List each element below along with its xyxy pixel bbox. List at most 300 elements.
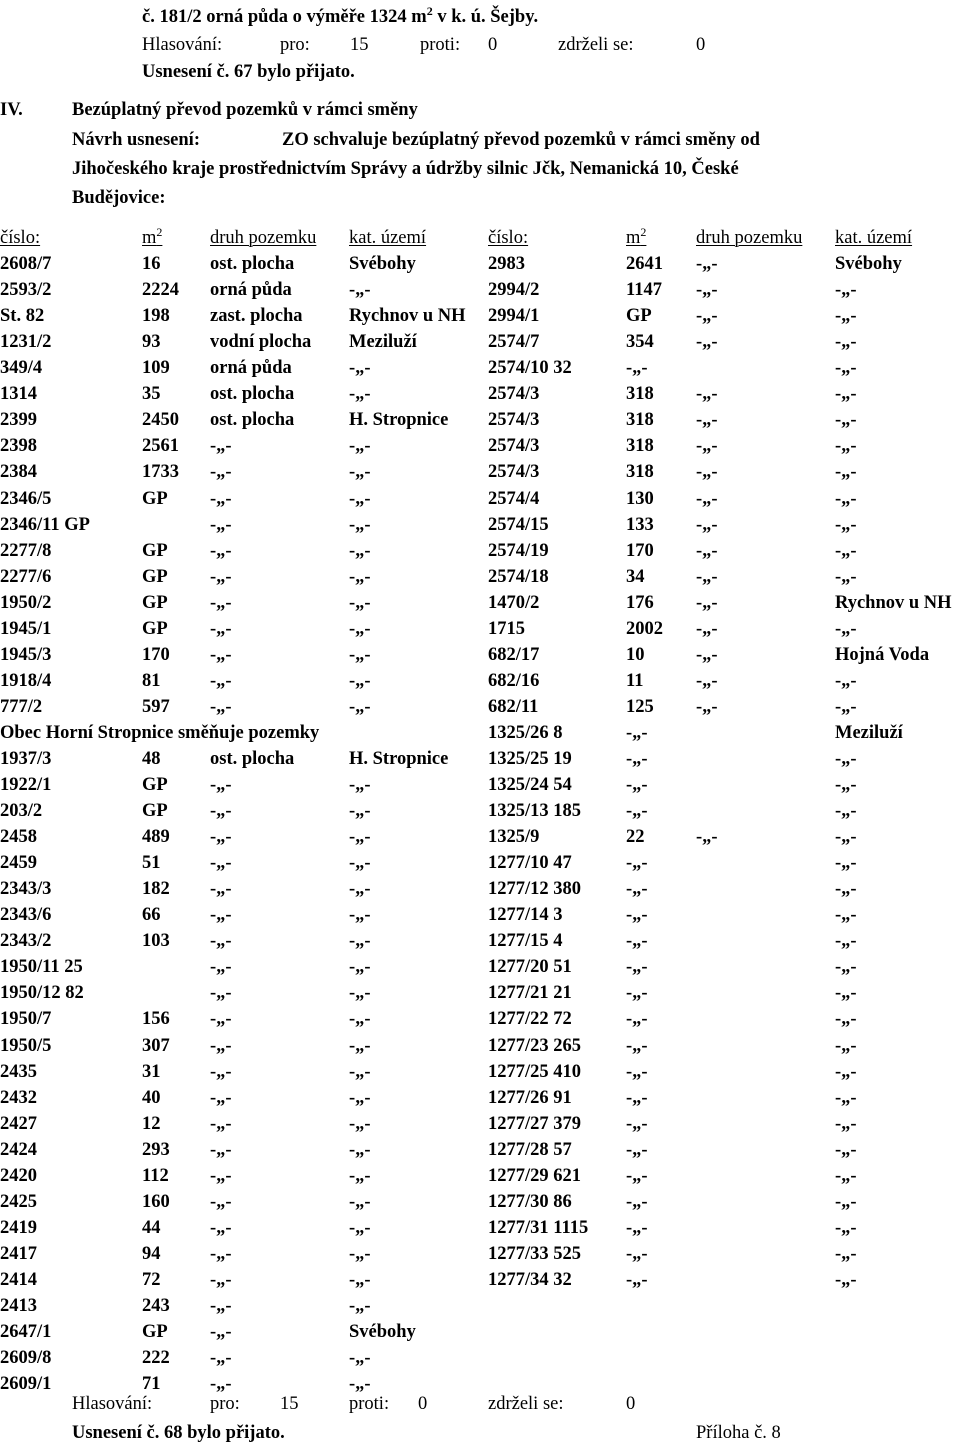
cell-cislo-2: 1325/9: [488, 827, 540, 848]
cell-druh-2: -„-: [696, 618, 718, 639]
cell-cislo: 1950/5: [0, 1035, 52, 1056]
cell-kat-2: -„-: [835, 983, 857, 1004]
cell-kat-2: -„-: [835, 879, 857, 900]
cell-cislo-2: 2574/7: [488, 332, 540, 353]
cell-kat-2: -„-: [835, 488, 857, 509]
cell-m2-2: -„-: [626, 1165, 648, 1186]
cell-m2-2: 11: [626, 670, 644, 691]
cell-cislo-2: 2983: [488, 254, 525, 274]
cell-druh: -„-: [210, 592, 232, 613]
cell-druh-2: -„-: [696, 306, 718, 327]
vote-result-2: [72, 1393, 872, 1415]
table-row: [0, 1137, 960, 1163]
cell-kat-2: -„-: [835, 1165, 857, 1186]
cell-cislo: 2647/1: [0, 1322, 52, 1342]
parcel-note-text: č. 181/2 orná půda o výměře 1324 m: [142, 7, 427, 27]
cell-m2-2: -„-: [626, 983, 648, 1004]
cell-m2-2: 170: [626, 540, 654, 561]
cell-m2: 597: [142, 696, 170, 717]
cell-m2-2: 133: [626, 514, 654, 535]
cell-m2-2: -„-: [626, 1009, 648, 1030]
cell-m2: GP: [142, 801, 168, 821]
cell-cislo-2: 2574/10 32: [488, 358, 572, 379]
cell-cislo: 1922/1: [0, 775, 52, 795]
cell-kat-2: -„-: [835, 748, 857, 769]
cell-kat: -„-: [349, 1243, 371, 1264]
cell-cislo-2: 1715: [488, 618, 525, 639]
vote-zdrzeli-value: 0: [696, 35, 706, 55]
cell-druh-2: -„-: [696, 254, 718, 274]
cell-kat-2: -„-: [835, 1009, 857, 1030]
header-kat-2: kat. území: [835, 228, 913, 248]
header-m2-text: m: [142, 228, 157, 248]
cell-cislo-2: 2994/1: [488, 306, 540, 327]
cell-cislo: 1314: [0, 384, 37, 405]
superscript: 2: [426, 4, 433, 18]
table-row: [0, 1006, 960, 1032]
cell-kat: -„-: [349, 280, 371, 301]
cell-m2: 156: [142, 1009, 170, 1030]
table-row: [0, 1189, 960, 1215]
table-row: [0, 1059, 960, 1085]
cell-cislo: 2399: [0, 410, 37, 431]
cell-kat: -„-: [349, 644, 371, 665]
cell-m2-2: 318: [626, 384, 654, 405]
vote-pro-label: pro:: [280, 35, 310, 55]
cell-cislo: 1950/12 82: [0, 983, 84, 1004]
cell-kat: -„-: [349, 1061, 371, 1082]
cell-cislo: 2609/8: [0, 1348, 52, 1369]
cell-cislo-2: 1470/2: [488, 592, 540, 613]
cell-kat: Rychnov u NH: [349, 306, 466, 327]
cell-kat-2: -„-: [835, 332, 857, 353]
vote-pro-value: 15: [280, 1394, 299, 1414]
table-row: [0, 642, 960, 668]
cell-kat-2: -„-: [835, 801, 857, 821]
cell-kat-2: -„-: [835, 853, 857, 874]
table-row: [0, 512, 960, 538]
cell-m2-2: -„-: [626, 1139, 648, 1160]
cell-cislo-2: 1277/12 380: [488, 879, 582, 900]
header-cislo: číslo:: [0, 228, 41, 248]
cell-druh: -„-: [210, 905, 232, 926]
table-row: [0, 564, 960, 590]
cell-m2: 81: [142, 670, 161, 691]
cell-m2: 307: [142, 1035, 170, 1056]
cell-druh-2: -„-: [696, 540, 718, 561]
cell-cislo: 2424: [0, 1139, 37, 1160]
cell-cislo: 2343/2: [0, 931, 52, 952]
cell-cislo: 2398: [0, 436, 37, 457]
cell-druh: orná půda: [210, 280, 292, 301]
cell-druh: -„-: [210, 1165, 232, 1186]
cell-cislo-2: 1277/26 91: [488, 1087, 572, 1108]
cell-cislo-2: 1325/25 19: [488, 748, 572, 769]
cell-cislo: 2346/5: [0, 488, 52, 509]
cell-cislo-2: 1325/26 8: [488, 722, 563, 743]
cell-m2-2: -„-: [626, 905, 648, 926]
table-row: [0, 407, 960, 433]
cell-druh: zast. plocha: [210, 306, 303, 327]
vote-zdrzeli-label: zdrželi se:: [488, 1394, 564, 1414]
cell-m2: GP: [142, 775, 168, 795]
cell-druh: -„-: [210, 853, 232, 874]
table-row: [0, 1345, 960, 1371]
cell-cislo: 2609/1: [0, 1374, 52, 1395]
cell-druh: -„-: [210, 1374, 232, 1395]
cell-kat: -„-: [349, 801, 371, 821]
cell-m2-2: -„-: [626, 957, 648, 978]
cell-druh-2: -„-: [696, 696, 718, 717]
cell-kat: -„-: [349, 905, 371, 926]
cell-kat-2: -„-: [835, 1113, 857, 1134]
cell-druh: -„-: [210, 644, 232, 665]
cell-m2-2: -„-: [626, 1035, 648, 1056]
cell-m2: 12: [142, 1113, 161, 1134]
table-row: [0, 1241, 960, 1267]
table-row: [0, 590, 960, 616]
exchange-label: Obec Horní Stropnice směňuje pozemky: [0, 722, 320, 743]
cell-m2: 2561: [142, 436, 179, 457]
cell-druh-2: -„-: [696, 644, 718, 665]
table-row: [0, 902, 960, 928]
cell-druh: -„-: [210, 1087, 232, 1108]
cell-m2: 1733: [142, 462, 179, 483]
cell-kat-2: -„-: [835, 1061, 857, 1082]
cell-cislo-2: 2574/3: [488, 462, 540, 483]
cell-druh: -„-: [210, 488, 232, 509]
cell-m2: 109: [142, 358, 170, 379]
table-row: [0, 538, 960, 564]
resolution-1: Usnesení č. 67 bylo přijato.: [142, 62, 355, 82]
cell-m2: GP: [142, 488, 168, 509]
table-row: [0, 616, 960, 642]
cell-druh: -„-: [210, 827, 232, 848]
cell-kat: -„-: [349, 592, 371, 613]
cell-m2: 93: [142, 332, 161, 353]
cell-kat: Svébohy: [349, 1322, 416, 1342]
cell-kat-2: -„-: [835, 566, 857, 587]
cell-m2-2: 318: [626, 436, 654, 457]
cell-druh: -„-: [210, 1348, 232, 1369]
cell-cislo: St. 82: [0, 306, 45, 327]
table-row: [0, 1215, 960, 1241]
cell-kat-2: -„-: [835, 905, 857, 926]
cell-kat-2: Meziluží: [835, 722, 903, 743]
cell-m2: 293: [142, 1139, 170, 1160]
cell-m2: 16: [142, 254, 161, 274]
cell-druh-2: -„-: [696, 566, 718, 587]
cell-kat: -„-: [349, 670, 371, 691]
cell-kat-2: -„-: [835, 1217, 857, 1238]
cell-cislo-2: 2574/15: [488, 514, 549, 535]
table-row: [0, 746, 960, 772]
table-row: [0, 251, 960, 277]
cell-druh: -„-: [210, 957, 232, 978]
cell-cislo: 2427: [0, 1113, 37, 1134]
table-row: [0, 694, 960, 720]
table-row: [0, 1293, 960, 1319]
cell-kat-2: -„-: [835, 1191, 857, 1212]
cell-cislo-2: 2994/2: [488, 280, 540, 301]
cell-kat-2: Hojná Voda: [835, 644, 930, 665]
cell-druh-2: -„-: [696, 488, 718, 509]
cell-cislo: 2413: [0, 1296, 37, 1316]
cell-druh: ost. plocha: [210, 384, 295, 405]
cell-m2: 2450: [142, 410, 179, 431]
cell-cislo-2: 1277/15 4: [488, 931, 563, 952]
cell-druh: -„-: [210, 1113, 232, 1134]
attachment-note: Příloha č. 8: [696, 1423, 781, 1443]
cell-cislo-2: 1277/22 72: [488, 1009, 572, 1030]
cell-druh-2: -„-: [696, 384, 718, 405]
cell-cislo: 203/2: [0, 801, 43, 821]
cell-druh-2: -„-: [696, 410, 718, 431]
cell-cislo-2: 1277/29 621: [488, 1165, 582, 1186]
cell-kat: H. Stropnice: [349, 748, 449, 769]
cell-m2-2: -„-: [626, 1113, 648, 1134]
proposal-line-2: Jihočeského kraje prostřednictvím Správy a údržby silnic Jčk, Nemanická 10, České: [72, 159, 739, 179]
cell-druh: -„-: [210, 566, 232, 587]
cell-m2: 31: [142, 1061, 161, 1082]
cell-cislo-2: 2574/4: [488, 488, 540, 509]
cell-druh: -„-: [210, 1035, 232, 1056]
cell-cislo: 2417: [0, 1243, 37, 1264]
cell-kat-2: -„-: [835, 696, 857, 717]
cell-kat-2: -„-: [835, 1269, 857, 1290]
cell-cislo-2: 1277/30 86: [488, 1191, 572, 1212]
cell-m2: 160: [142, 1191, 170, 1212]
table-row: [0, 303, 960, 329]
cell-cislo-2: 1277/14 3: [488, 905, 563, 926]
cell-cislo: 2346/11 GP: [0, 514, 90, 535]
cell-kat: -„-: [349, 1296, 371, 1316]
cell-druh: ost. plocha: [210, 254, 295, 274]
table-header: [0, 225, 960, 251]
table-row: [0, 850, 960, 876]
cell-druh-2: -„-: [696, 332, 718, 353]
cell-kat-2: -„-: [835, 827, 857, 848]
cell-m2-2: -„-: [626, 1269, 648, 1290]
cell-m2: 182: [142, 879, 170, 900]
cell-kat: -„-: [349, 1035, 371, 1056]
cell-m2: GP: [142, 1322, 168, 1342]
vote-result-1: [142, 34, 942, 56]
cell-m2-2: 2641: [626, 254, 663, 274]
vote-label: Hlasování:: [72, 1394, 153, 1414]
cell-druh: -„-: [210, 879, 232, 900]
cell-m2-2: 130: [626, 488, 654, 509]
resolution-2: Usnesení č. 68 bylo přijato.: [72, 1423, 285, 1443]
cell-m2-2: -„-: [626, 722, 648, 743]
cell-cislo: 2593/2: [0, 280, 52, 301]
vote-pro-label: pro:: [210, 1394, 240, 1414]
cell-m2-2: -„-: [626, 1243, 648, 1264]
cell-cislo: 2343/3: [0, 879, 52, 900]
cell-druh-2: -„-: [696, 280, 718, 301]
cell-druh-2: -„-: [696, 592, 718, 613]
cell-cislo-2: 1277/23 265: [488, 1035, 582, 1056]
cell-cislo: 1945/1: [0, 618, 52, 639]
cell-druh: -„-: [210, 696, 232, 717]
cell-m2-2: -„-: [626, 853, 648, 874]
cell-kat: -„-: [349, 931, 371, 952]
vote-proti-label: proti:: [420, 35, 461, 55]
cell-m2: 103: [142, 931, 170, 952]
table-row: [0, 720, 960, 746]
cell-m2: 51: [142, 853, 161, 874]
cell-kat: -„-: [349, 540, 371, 561]
cell-druh: -„-: [210, 514, 232, 535]
cell-m2-2: -„-: [626, 748, 648, 769]
cell-cislo-2: 1277/20 51: [488, 957, 572, 978]
cell-druh: -„-: [210, 1243, 232, 1264]
cell-kat: -„-: [349, 983, 371, 1004]
cell-druh: -„-: [210, 436, 232, 457]
cell-m2-2: 318: [626, 462, 654, 483]
cell-m2: GP: [142, 566, 168, 587]
cell-kat: H. Stropnice: [349, 410, 449, 431]
cell-cislo: 2277/8: [0, 540, 52, 561]
cell-cislo-2: 1277/33 525: [488, 1243, 582, 1264]
cell-kat: -„-: [349, 1269, 371, 1290]
cell-cislo: 2458: [0, 827, 37, 848]
cell-m2-2: 2002: [626, 618, 663, 639]
superscript: 2: [156, 225, 163, 239]
cell-m2-2: -„-: [626, 1191, 648, 1212]
cell-m2-2: -„-: [626, 775, 648, 795]
cell-kat-2: -„-: [835, 280, 857, 301]
parcel-note-tail: v k. ú. Šejby.: [432, 7, 539, 27]
cell-m2-2: 22: [626, 827, 645, 848]
header-cislo-2: číslo:: [488, 228, 529, 248]
vote-zdrzeli-label: zdrželi se:: [558, 35, 634, 55]
cell-druh: -„-: [210, 1191, 232, 1212]
cell-cislo: 1950/11 25: [0, 957, 83, 978]
cell-m2: 48: [142, 748, 161, 769]
cell-m2: 44: [142, 1217, 161, 1238]
cell-kat-2: Rychnov u NH: [835, 592, 952, 613]
cell-kat-2: -„-: [835, 775, 857, 795]
cell-druh: -„-: [210, 1061, 232, 1082]
cell-m2-2: 1147: [626, 280, 662, 301]
header-m2: [142, 225, 162, 251]
proposal-label: Návrh usnesení:: [72, 130, 200, 150]
cell-cislo: 2435: [0, 1061, 37, 1082]
cell-cislo: 1950/7: [0, 1009, 52, 1030]
cell-kat-2: -„-: [835, 514, 857, 535]
cell-druh: -„-: [210, 1217, 232, 1238]
cell-m2-2: 318: [626, 410, 654, 431]
cell-m2: 35: [142, 384, 161, 405]
cell-cislo-2: 682/17: [488, 644, 540, 665]
cell-druh: -„-: [210, 670, 232, 691]
cell-m2-2: -„-: [626, 1087, 648, 1108]
cell-cislo: 2277/6: [0, 566, 52, 587]
cell-kat: -„-: [349, 1009, 371, 1030]
table-row: [0, 1033, 960, 1059]
cell-cislo-2: 1277/34 32: [488, 1269, 572, 1290]
cell-cislo-2: 2574/3: [488, 384, 540, 405]
cell-druh: -„-: [210, 1269, 232, 1290]
cell-druh-2: -„-: [696, 514, 718, 535]
cell-m2-2: -„-: [626, 879, 648, 900]
cell-cislo: 2419: [0, 1217, 37, 1238]
cell-m2: 198: [142, 306, 170, 327]
cell-druh-2: -„-: [696, 462, 718, 483]
cell-m2: 489: [142, 827, 170, 848]
cell-m2-2: -„-: [626, 358, 648, 379]
cell-m2-2: -„-: [626, 1217, 648, 1238]
cell-kat: -„-: [349, 696, 371, 717]
table-row: [0, 459, 960, 485]
header-druh-2: druh pozemku: [696, 228, 803, 248]
cell-kat-2: -„-: [835, 384, 857, 405]
cell-druh: ost. plocha: [210, 410, 295, 431]
cell-kat: -„-: [349, 775, 371, 795]
cell-kat: -„-: [349, 462, 371, 483]
cell-kat-2: -„-: [835, 1243, 857, 1264]
cell-kat: -„-: [349, 827, 371, 848]
cell-druh: -„-: [210, 1322, 232, 1342]
cell-druh-2: -„-: [696, 827, 718, 848]
cell-druh: -„-: [210, 462, 232, 483]
cell-kat-2: -„-: [835, 1139, 857, 1160]
cell-cislo-2: 682/16: [488, 670, 540, 691]
cell-m2: 222: [142, 1348, 170, 1369]
cell-cislo: 2459: [0, 853, 37, 874]
cell-druh: ost. plocha: [210, 748, 295, 769]
cell-cislo: 2384: [0, 462, 37, 483]
cell-m2-2: 125: [626, 696, 654, 717]
cell-cislo: 1950/2: [0, 592, 52, 613]
cell-kat: -„-: [349, 879, 371, 900]
cell-kat: -„-: [349, 566, 371, 587]
section-number: IV.: [0, 100, 23, 120]
cell-m2-2: 354: [626, 332, 654, 353]
cell-druh: -„-: [210, 983, 232, 1004]
cell-druh: -„-: [210, 1139, 232, 1160]
superscript: 2: [640, 225, 647, 239]
table-row: [0, 1085, 960, 1111]
cell-cislo: 777/2: [0, 696, 43, 717]
cell-kat: -„-: [349, 514, 371, 535]
cell-kat: -„-: [349, 1374, 371, 1395]
cell-m2-2: 10: [626, 644, 645, 665]
cell-kat: -„-: [349, 853, 371, 874]
cell-kat: -„-: [349, 618, 371, 639]
cell-cislo: 2414: [0, 1269, 37, 1290]
table-row: [0, 329, 960, 355]
vote-zdrzeli-value: 0: [626, 1394, 636, 1414]
cell-m2: 243: [142, 1296, 170, 1316]
cell-druh: -„-: [210, 801, 232, 821]
cell-cislo: 1937/3: [0, 748, 52, 769]
cell-cislo-2: 1325/13 185: [488, 801, 582, 821]
cell-kat: -„-: [349, 358, 371, 379]
proposal-text: ZO schvaluje bezúplatný převod pozemků v rámci směny od: [282, 130, 760, 150]
cell-kat-2: -„-: [835, 931, 857, 952]
cell-kat: -„-: [349, 1348, 371, 1369]
vote-proti-value: 0: [488, 35, 498, 55]
cell-m2: 71: [142, 1374, 161, 1395]
cell-cislo-2: 1277/25 410: [488, 1061, 582, 1082]
cell-kat-2: -„-: [835, 436, 857, 457]
cell-m2-2: -„-: [626, 931, 648, 952]
cell-m2-2: GP: [626, 306, 652, 327]
cell-kat: -„-: [349, 957, 371, 978]
cell-cislo: 2432: [0, 1087, 37, 1108]
